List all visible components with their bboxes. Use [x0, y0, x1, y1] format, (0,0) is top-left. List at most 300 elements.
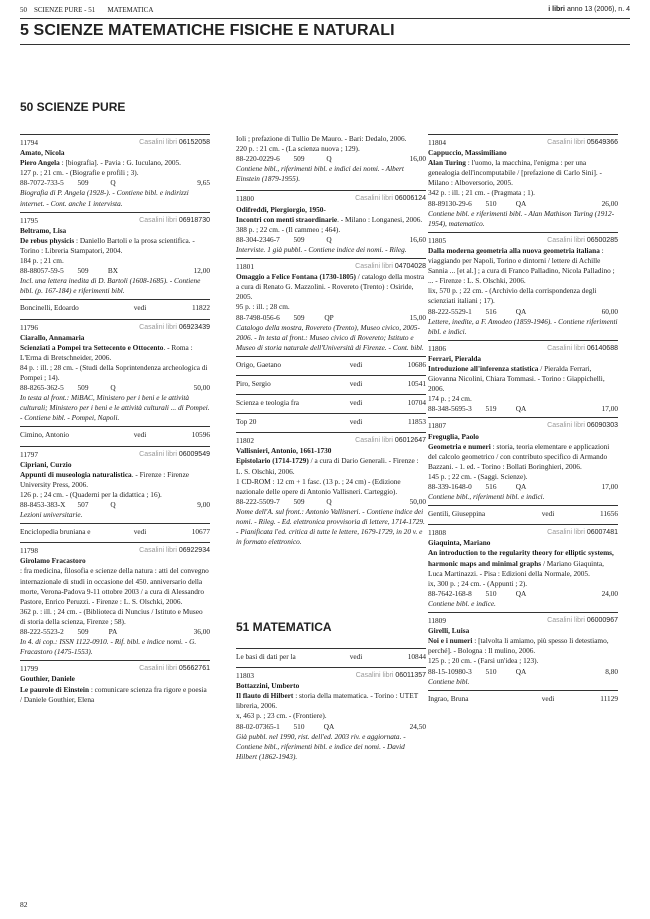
entry-imprint: : l'uomo, la macchina, l'enigma : per una genealogia dell'incomputabile / [prefazione di Carlo Sini]. - Milano : Alboversorio, 2005. [428, 158, 602, 188]
casalini-code [355, 194, 426, 204]
type-code: Q [326, 154, 332, 164]
entry-id-line [20, 323, 210, 333]
entry-imprint: . - Milano : Longanesi, 2006. [337, 214, 423, 224]
entry-id-line [20, 664, 210, 674]
journal-issue: anno 13 (2006), n. 4 [566, 6, 630, 13]
type-code: QA [515, 482, 527, 491]
isbn: 88-222-5509-7 [236, 496, 280, 506]
casalini-prefix: Casalini libri [547, 617, 585, 625]
entry-number: 11800 [236, 194, 254, 204]
entry-number: 11809 [428, 616, 446, 626]
casalini-number: 06009549 [178, 450, 210, 458]
casalini-prefix: Casalini libri [547, 529, 585, 537]
running-header [20, 6, 630, 18]
see-also-number: 11822 [192, 303, 210, 313]
dewey: 509 [293, 312, 305, 322]
casalini-prefix: Casalini libri [355, 437, 393, 445]
type-code: Q [110, 178, 116, 188]
entry-note: Nome dell'A. sul front.: Antonio Vallisneri. - Contiene indice dei nomi. - Rileg. - Ed. elettronica provvisoria di lettere, 1714-1729. - Pianificata l'ed. critica di tutte le lettere, 1679-1729, in 20 v. e in formato elettronico. [236, 506, 425, 547]
entry-title: Scienziati a Pompei tra Settecento e Ottocento [20, 342, 164, 352]
entry-isbn-row [20, 500, 210, 510]
header-right [548, 6, 630, 13]
see-also-number: 10704 [407, 398, 426, 408]
catalog-entry [428, 340, 618, 415]
dewey: 510 [485, 198, 497, 208]
casalini-prefix: Casalini libri [139, 216, 177, 224]
see-also-row [236, 648, 426, 667]
entry-imprint: : storia, teoria elementare e applicazioni del calcolo geometrico / con contributo specifico di Armando Bazzani. - 1. ed. - Torino : Bollati Boringhieri, 2006. [428, 441, 610, 471]
entry-title-block [428, 636, 618, 656]
entry-number: 11798 [20, 546, 38, 556]
see-also-number: 10596 [191, 430, 210, 440]
casalini-prefix: Casalini libri [355, 263, 393, 271]
catalog-entry [20, 542, 210, 657]
entry-isbn-row [236, 154, 426, 164]
entry-title: Appunti di museologia naturalistica [20, 469, 132, 479]
entry-title-block [236, 272, 426, 302]
casalini-prefix: Casalini libri [547, 139, 585, 146]
isbn: 88-222-5523-2 [20, 627, 64, 637]
entry-title-block [20, 566, 210, 606]
see-also-row [236, 394, 426, 413]
isbn: 88-15-10980-3 [428, 666, 472, 676]
entry-author: Beltramo, Lisa [20, 225, 67, 235]
price: 15,00 [409, 312, 426, 322]
entry-note: In 4. di cop.: ISSN 1122-0910. - Rif. bibl. e indice nomi. - G. Fracastoro (1475-1553). [20, 637, 197, 657]
casalini-number: 06006124 [394, 195, 426, 203]
entry-title: An introduction to the regularity theory for elliptic systems, harmonic maps and minimal graphs [428, 548, 614, 568]
catalog-entry [236, 667, 426, 762]
subsection-title: 50 SCIENZE PURE [20, 100, 126, 114]
isbn: 88-304-2346-7 [236, 234, 280, 244]
entry-title-block [428, 364, 618, 394]
see-also-label: vedi [541, 509, 555, 519]
entry-imprint: : Daniello Bartoli e la prosa scientifica. - Torino : Libreria Stampatori, 2004. [20, 235, 195, 255]
see-also-label: vedi [541, 693, 555, 703]
entry-number: 11795 [20, 215, 38, 225]
see-also-number: 11656 [600, 509, 618, 519]
price: 8,80 [605, 666, 618, 676]
type-code: QA [515, 588, 527, 598]
entry-title-block [428, 158, 618, 188]
see-also-number: 11853 [408, 417, 426, 427]
entry-physical: 84 p. : ill. ; 28 cm. - (Studi della Soprintendenza archeologica di Pompei ; 14). [20, 362, 208, 382]
see-also-number: 11129 [600, 693, 618, 703]
entry-id-line [428, 138, 618, 148]
isbn: 88-02-07365-1 [236, 721, 280, 731]
isbn: 88-8453-383-X [20, 500, 66, 509]
see-also-label: vedi [349, 652, 363, 661]
entry-title-block [20, 685, 210, 705]
price: 36,00 [193, 627, 210, 637]
entry-isbn-row [236, 497, 426, 507]
casalini-number: 06012647 [394, 437, 426, 445]
entry-author: Cappuccio, Massimiliano [428, 148, 507, 158]
entry-title: Noi e i numeri [428, 636, 473, 646]
journal-name: i libri [548, 6, 565, 13]
casalini-code [547, 616, 618, 626]
continued-entry [236, 134, 426, 184]
dewey: 507 [77, 500, 89, 509]
see-also-label: vedi [349, 378, 363, 388]
entry-imprint: : fra medicina, filosofia e scienze della natura : atti del convegno internazionale di studi in occasione del 450. anniversario della morte, Verona-Padova 9-11 ottobre 2003 / a cura di Alessandro Pastore, Enrico Peruzzi. - Firenze : L. S. Olschki, 2006. [20, 566, 209, 606]
entry-title: Incontri con menti straordinarie [236, 214, 338, 224]
entry-note: Lettere, inedite, a F. Amodeo (1859-1946). - Contiene riferimenti bibl. e indici. [428, 316, 618, 336]
see-also-name: Origo, Gaetano [236, 359, 281, 369]
dewey: 509 [77, 383, 89, 393]
casalini-prefix: Casalini libri [139, 665, 177, 673]
entry-title: Geometria e numeri [428, 441, 491, 451]
price: 50,00 [193, 383, 210, 393]
entry-isbn-row [236, 722, 426, 732]
entry-isbn-row [428, 667, 618, 677]
see-also-name: Le basi di dati per la [236, 652, 296, 661]
section-rule [20, 44, 630, 45]
see-also-row [428, 505, 618, 524]
catalog-entry [428, 524, 618, 609]
casalini-code [355, 262, 426, 272]
isbn: 88-222-5529-1 [428, 306, 472, 316]
price: 24,50 [409, 721, 426, 731]
entry-id-line [20, 138, 210, 148]
casalini-number: 05649366 [586, 139, 618, 146]
casalini-prefix: Casalini libri [139, 323, 177, 331]
column-2 [236, 134, 426, 550]
casalini-code [139, 216, 210, 226]
catalog-entry [20, 134, 210, 209]
casalini-code [547, 138, 618, 148]
type-code: Q [110, 500, 116, 509]
entry-number: 11797 [20, 449, 38, 459]
entry-number: 11806 [428, 343, 446, 353]
entry-author: Bottazzini, Umberto [236, 681, 300, 691]
entry-id-line [236, 194, 426, 204]
dewey: 510 [485, 666, 497, 676]
entry-physical: 126 p. ; 24 cm. - (Quaderni per la didattica ; 16). [20, 489, 162, 499]
isbn: 88-339-1648-0 [428, 482, 472, 491]
see-also-row [236, 356, 426, 375]
catalog-entry [20, 446, 210, 521]
entry-imprint: / catalogo della mostra a cura di Renato G. Mazzolini. - Rovereto (Trento) : Osiride, 2005. [236, 272, 425, 302]
price: 16,60 [409, 234, 426, 244]
entry-title-block [428, 246, 618, 286]
entry-imprint: / a cura di Dario Generali. - Firenze : L. S. Olschki, 2006. [236, 456, 419, 476]
entry-author: Girelli, Luisa [428, 626, 470, 636]
casalini-prefix: Casalini libri [139, 139, 177, 146]
type-code: QA [515, 198, 527, 208]
entry-imprint: / Mariano Giaquinta, Luca Martinazzi. - Pisa : Edizioni della Normale, 2005. [428, 558, 604, 578]
see-also-row [20, 426, 210, 445]
dewey: 510 [485, 588, 497, 598]
dewey: 509 [293, 154, 305, 164]
entry-title-block [428, 548, 618, 578]
entry-number: 11804 [428, 138, 446, 147]
entry-physical: 95 p. : ill. ; 28 cm. [236, 302, 290, 312]
casalini-number: 06922934 [178, 547, 210, 555]
catalog-entry [236, 258, 426, 353]
entry-number: 11801 [236, 262, 254, 272]
see-also-row [20, 523, 210, 542]
casalini-number: 06007481 [586, 529, 618, 537]
entry-isbn-row [428, 482, 618, 492]
entry-title: Piero Angela [20, 158, 60, 168]
entry-physical: 145 p. ; 22 cm. - (Saggi. Scienze). [428, 471, 528, 481]
dewey: 509 [293, 234, 305, 244]
entry-note: Contiene bibl. [428, 676, 470, 686]
catalog-entry [428, 417, 618, 502]
entry-physical: 388 p. ; 22 cm. - (Il cammeo ; 464). [236, 224, 341, 234]
column-3 [428, 134, 618, 709]
see-also-label: vedi [133, 430, 147, 440]
entry-physical: 342 p. : ill. ; 21 cm. - (Pragmata ; 1). [428, 188, 536, 198]
casalini-code [139, 546, 210, 556]
entry-isbn-row [20, 178, 210, 188]
casalini-code [547, 236, 618, 246]
entry-number: 11794 [20, 138, 38, 147]
price: 16,00 [409, 154, 426, 164]
entry-author: Amato, Nicola [20, 148, 65, 158]
casalini-number: 06500285 [586, 236, 618, 244]
casalini-prefix: Casalini libri [355, 195, 393, 203]
header-sub: MATEMATICA [107, 6, 154, 14]
price: 9,65 [197, 178, 210, 188]
entry-imprint: : [biografia]. - Pavia : G. Iuculano, 2005. [59, 158, 181, 168]
see-also-row [20, 299, 210, 318]
see-also-row [236, 375, 426, 394]
entry-note: Contiene bibl. e indice. [428, 598, 496, 608]
price: 9,00 [197, 500, 210, 509]
entry-note: Contiene bibl., riferimenti bibl. e indici. [428, 492, 545, 502]
entry-imprint: : [talvolta li amiamo, più spesso li detestiamo, perché]. - Bologna : Il mulino, 2006. [428, 636, 609, 656]
entry-physical: x, 463 p. ; 23 cm. - (Frontiere). [236, 711, 327, 721]
entry-physical: ix, 300 p. ; 24 cm. - (Appunti ; 2). [428, 578, 528, 588]
entry-number: 11803 [236, 671, 254, 681]
casalini-code [139, 138, 210, 148]
page-number: 82 [20, 900, 28, 909]
entry-note: In testa al front.: MiBAC, Ministero per i beni e le attività culturali; Ministero per i beni e le attività culturali ... di Pompei. - Contiene bibl. - Pompei, Napoli. [20, 393, 210, 423]
entry-title: De rebus physicis [20, 235, 75, 245]
entry-physical: 174 p. ; 24 cm. [428, 394, 472, 404]
entry-note: Lezioni universitarie. [20, 510, 83, 520]
isbn: 88-220-0229-6 [236, 154, 280, 164]
entry-author: Freguglia, Paolo [428, 431, 479, 441]
casalini-number: 06918730 [178, 216, 210, 224]
price: 60,00 [601, 306, 618, 316]
entry-isbn-row [20, 383, 210, 393]
casalini-prefix: Casalini libri [547, 422, 585, 430]
entry-id-line [428, 528, 618, 538]
header-section: SCIENZE PURE - 51 [34, 6, 96, 14]
catalog-entry [428, 232, 618, 337]
catalog-entry [20, 660, 210, 704]
entry-physical: 127 p. ; 21 cm. - (Biografie e profili ; 3). [20, 168, 139, 178]
entry-number: 11807 [428, 421, 446, 431]
casalini-code [355, 436, 426, 446]
entry-author: Vallisnieri, Antonio, 1661-1730 [236, 446, 332, 456]
entry-note: Contiene bibl., riferimenti bibl. e indici dei nomi. - Albert Einstein (1879-1955). [236, 164, 404, 184]
dewey: 509 [293, 496, 305, 506]
see-also-row [236, 413, 426, 432]
see-also-label: vedi [133, 303, 147, 313]
price: 17,00 [601, 482, 618, 491]
entry-title-block [20, 343, 210, 363]
entry-title-block [236, 215, 426, 225]
column-2-lower [236, 648, 426, 765]
type-code: Q [326, 234, 332, 244]
entry-id-line [20, 216, 210, 226]
isbn: 88-89130-29-6 [428, 198, 472, 208]
see-also-name: Gentili, Giuseppina [428, 509, 486, 519]
casalini-number: 06011357 [395, 672, 426, 680]
price: 12,00 [193, 266, 210, 276]
entry-imprint: / Pieralda Ferrari, Giovanna Nicolini, Chiara Tommasi. - Torino : Giappichelli, 2006. [428, 363, 605, 394]
casalini-number: 06152058 [178, 139, 210, 146]
price: 50,00 [409, 496, 426, 506]
isbn: 88-7072-733-5 [20, 178, 64, 188]
see-also-number: 10844 [407, 652, 426, 661]
entry-id-line [236, 671, 426, 681]
see-also-label: vedi [133, 527, 147, 537]
casalini-code [139, 664, 210, 674]
price: 24,00 [601, 588, 618, 598]
catalog-entry [20, 319, 210, 424]
catalog-entry [428, 134, 618, 229]
entry-id-line [428, 344, 618, 354]
entry-title: Epistolario (1714-1729) [236, 456, 309, 466]
see-also-name: Ingrao, Bruna [428, 693, 469, 703]
entry-imprint: . - Roma : L'Erma di Bretschneider, 2006. [20, 342, 193, 362]
isbn: 88-88057-59-5 [20, 266, 64, 276]
entry-note: Contiene bibl. e riferimenti bibl. - Alan Mathison Turing (1912-1954), matematico. [428, 208, 615, 228]
catalog-entry [20, 212, 210, 297]
entry-author: Gouthier, Daniele [20, 674, 75, 684]
continued-text: Ioli ; prefazione di Tullio De Mauro. - Bari: Dedalo, 2006. [236, 134, 407, 143]
entry-title: Dalla moderna geometria alla nuova geometria italiana [428, 245, 600, 255]
entry-number: 11808 [428, 528, 446, 538]
type-code: QP [324, 312, 334, 322]
header-rule [20, 18, 630, 19]
entry-physical: 1 CD-ROM : 12 cm + 1 fasc. (13 p. ; 24 cm) - (Edizione nazionale delle opere di Antonio Vallisneri. Carteggio). [236, 476, 401, 496]
entry-number: 11799 [20, 664, 38, 674]
type-code: Q [110, 383, 116, 393]
casalini-code [547, 344, 618, 354]
entry-author: Odifreddi, Piergiorgio, 1950- [236, 204, 326, 214]
entry-isbn-row [428, 404, 618, 414]
entry-id-line [20, 450, 210, 460]
dewey: 516 [485, 482, 497, 491]
entry-author: Ferrari, Pieralda [428, 353, 482, 363]
entry-title-block [236, 456, 426, 476]
see-also-number: 10677 [191, 527, 210, 537]
type-code: QA [323, 721, 335, 731]
entry-title-block [20, 470, 210, 490]
entry-id-line [236, 436, 426, 446]
entry-title-block [236, 691, 426, 711]
isbn: 88-8265-362-5 [20, 383, 64, 393]
subsection-title-matematica: 51 MATEMATICA [236, 620, 332, 634]
dewey: 509 [77, 627, 89, 637]
header-left [20, 6, 153, 14]
entry-note: Biografia di P. Angela (1928-). - Contiene bibl. e indirizzi internet. - Cont. anche 1 intervista. [20, 188, 189, 208]
entry-title: Introduzione all'inferenza statistica [428, 363, 539, 373]
see-also-name: Top 20 [236, 417, 257, 427]
entry-isbn-row [236, 313, 426, 323]
entry-author: Girolamo Fracastoro [20, 556, 86, 566]
casalini-code [547, 421, 618, 431]
entry-id-line [20, 546, 210, 556]
entry-isbn-row [20, 627, 210, 637]
entry-title-block [428, 442, 618, 472]
dewey: 510 [293, 721, 305, 731]
see-also-name: Enciclopedia bruniana e [20, 527, 91, 537]
isbn: 88-7498-056-6 [236, 312, 280, 322]
entry-isbn-row [428, 199, 618, 209]
casalini-number: 06000967 [586, 617, 618, 625]
casalini-code [356, 671, 426, 681]
see-also-number: 10686 [407, 359, 426, 369]
entry-physical: 184 p. ; 21 cm. [20, 256, 64, 266]
casalini-prefix: Casalini libri [139, 547, 177, 555]
header-page: 50 [20, 6, 27, 14]
price: 17,00 [601, 404, 618, 414]
type-code: PA [108, 627, 118, 637]
type-code: QA [515, 404, 527, 414]
entry-title: Omaggio a Felice Fontana (1730-1805) [236, 272, 356, 282]
dewey: 509 [77, 266, 89, 276]
see-also-name: Piro, Sergio [236, 378, 271, 388]
dewey: 519 [485, 404, 497, 414]
isbn: 88-348-5695-3 [428, 404, 472, 414]
casalini-number: 05662761 [178, 665, 210, 673]
entry-isbn-row [20, 266, 210, 276]
entry-number: 11805 [428, 235, 446, 245]
entry-author: Cipriani, Curzio [20, 459, 72, 469]
see-also-label: vedi [349, 398, 363, 408]
type-code: BX [107, 266, 119, 276]
entry-physical: 125 p. ; 20 cm. - (Farsi un'idea ; 123). [428, 656, 539, 666]
entry-author: Giaquinta, Mariano [428, 538, 491, 548]
entry-isbn-row [428, 589, 618, 599]
type-code: QA [515, 666, 527, 676]
catalog-entry [236, 432, 426, 547]
entry-physical: lix, 570 p. ; 22 cm. - (Archivio della corrispondenza degli scienziati italiani ; 17). [428, 286, 597, 306]
dewey: 509 [77, 178, 89, 188]
entry-title: Il flauto di Hilbert [236, 691, 294, 701]
entry-id-line [428, 421, 618, 431]
casalini-prefix: Casalini libri [139, 450, 177, 458]
entry-imprint: : viaggiando per Napoli, Torino e dintorni / lettere di Achille Sannia ... [et al.] ; a cura di Franco Palladino, Nicola Palladino ; ... - Firenze : L. S. Olschki, 2006. [428, 245, 615, 286]
entry-id-line [428, 236, 618, 246]
entry-id-line [428, 616, 618, 626]
casalini-prefix: Casalini libri [547, 236, 585, 244]
entry-note: Già pubbl. nel 1990, rist. dell'ed. 2003 riv. e aggiornata. - Contiene bibl., riferimenti bibl. e indice dei nomi. - David Hilbert (1862-1943). [236, 731, 406, 761]
continued-physical: 220 p. : 21 cm. - (La scienza nuova ; 129). [236, 144, 360, 154]
casalini-code [139, 323, 210, 333]
entry-isbn-row [236, 235, 426, 245]
casalini-prefix: Casalini libri [547, 344, 585, 352]
entry-note: Interviste. 1 già pubbl. - Contiene indice dei nomi. - Rileg. [236, 244, 407, 254]
entry-physical: 362 p. : ill. ; 24 cm. - (Biblioteca di Nuncius / Istituto e Museo di storia della scienza, Firenze ; 58). [20, 606, 203, 626]
see-also-number: 10541 [407, 378, 426, 388]
entry-title-block [20, 236, 210, 256]
entry-imprint: : storia della matematica. - Torino : UTET libreria, 2006. [236, 691, 419, 711]
entry-isbn-row [428, 307, 618, 317]
see-also-name: Cimino, Antonio [20, 430, 70, 440]
entry-note: Catalogo della mostra, Rovereto (Trento), Museo civico, 2005-2006. - In testa al front.: Museo civico di Rovereto; Istituto e Museo di storia naturale dell'Università di Firenze. - Cont. bibl. [236, 322, 424, 352]
casalini-number: 06140688 [586, 344, 618, 352]
type-code: Q [326, 496, 332, 506]
entry-title: Alan Turing [428, 158, 466, 168]
